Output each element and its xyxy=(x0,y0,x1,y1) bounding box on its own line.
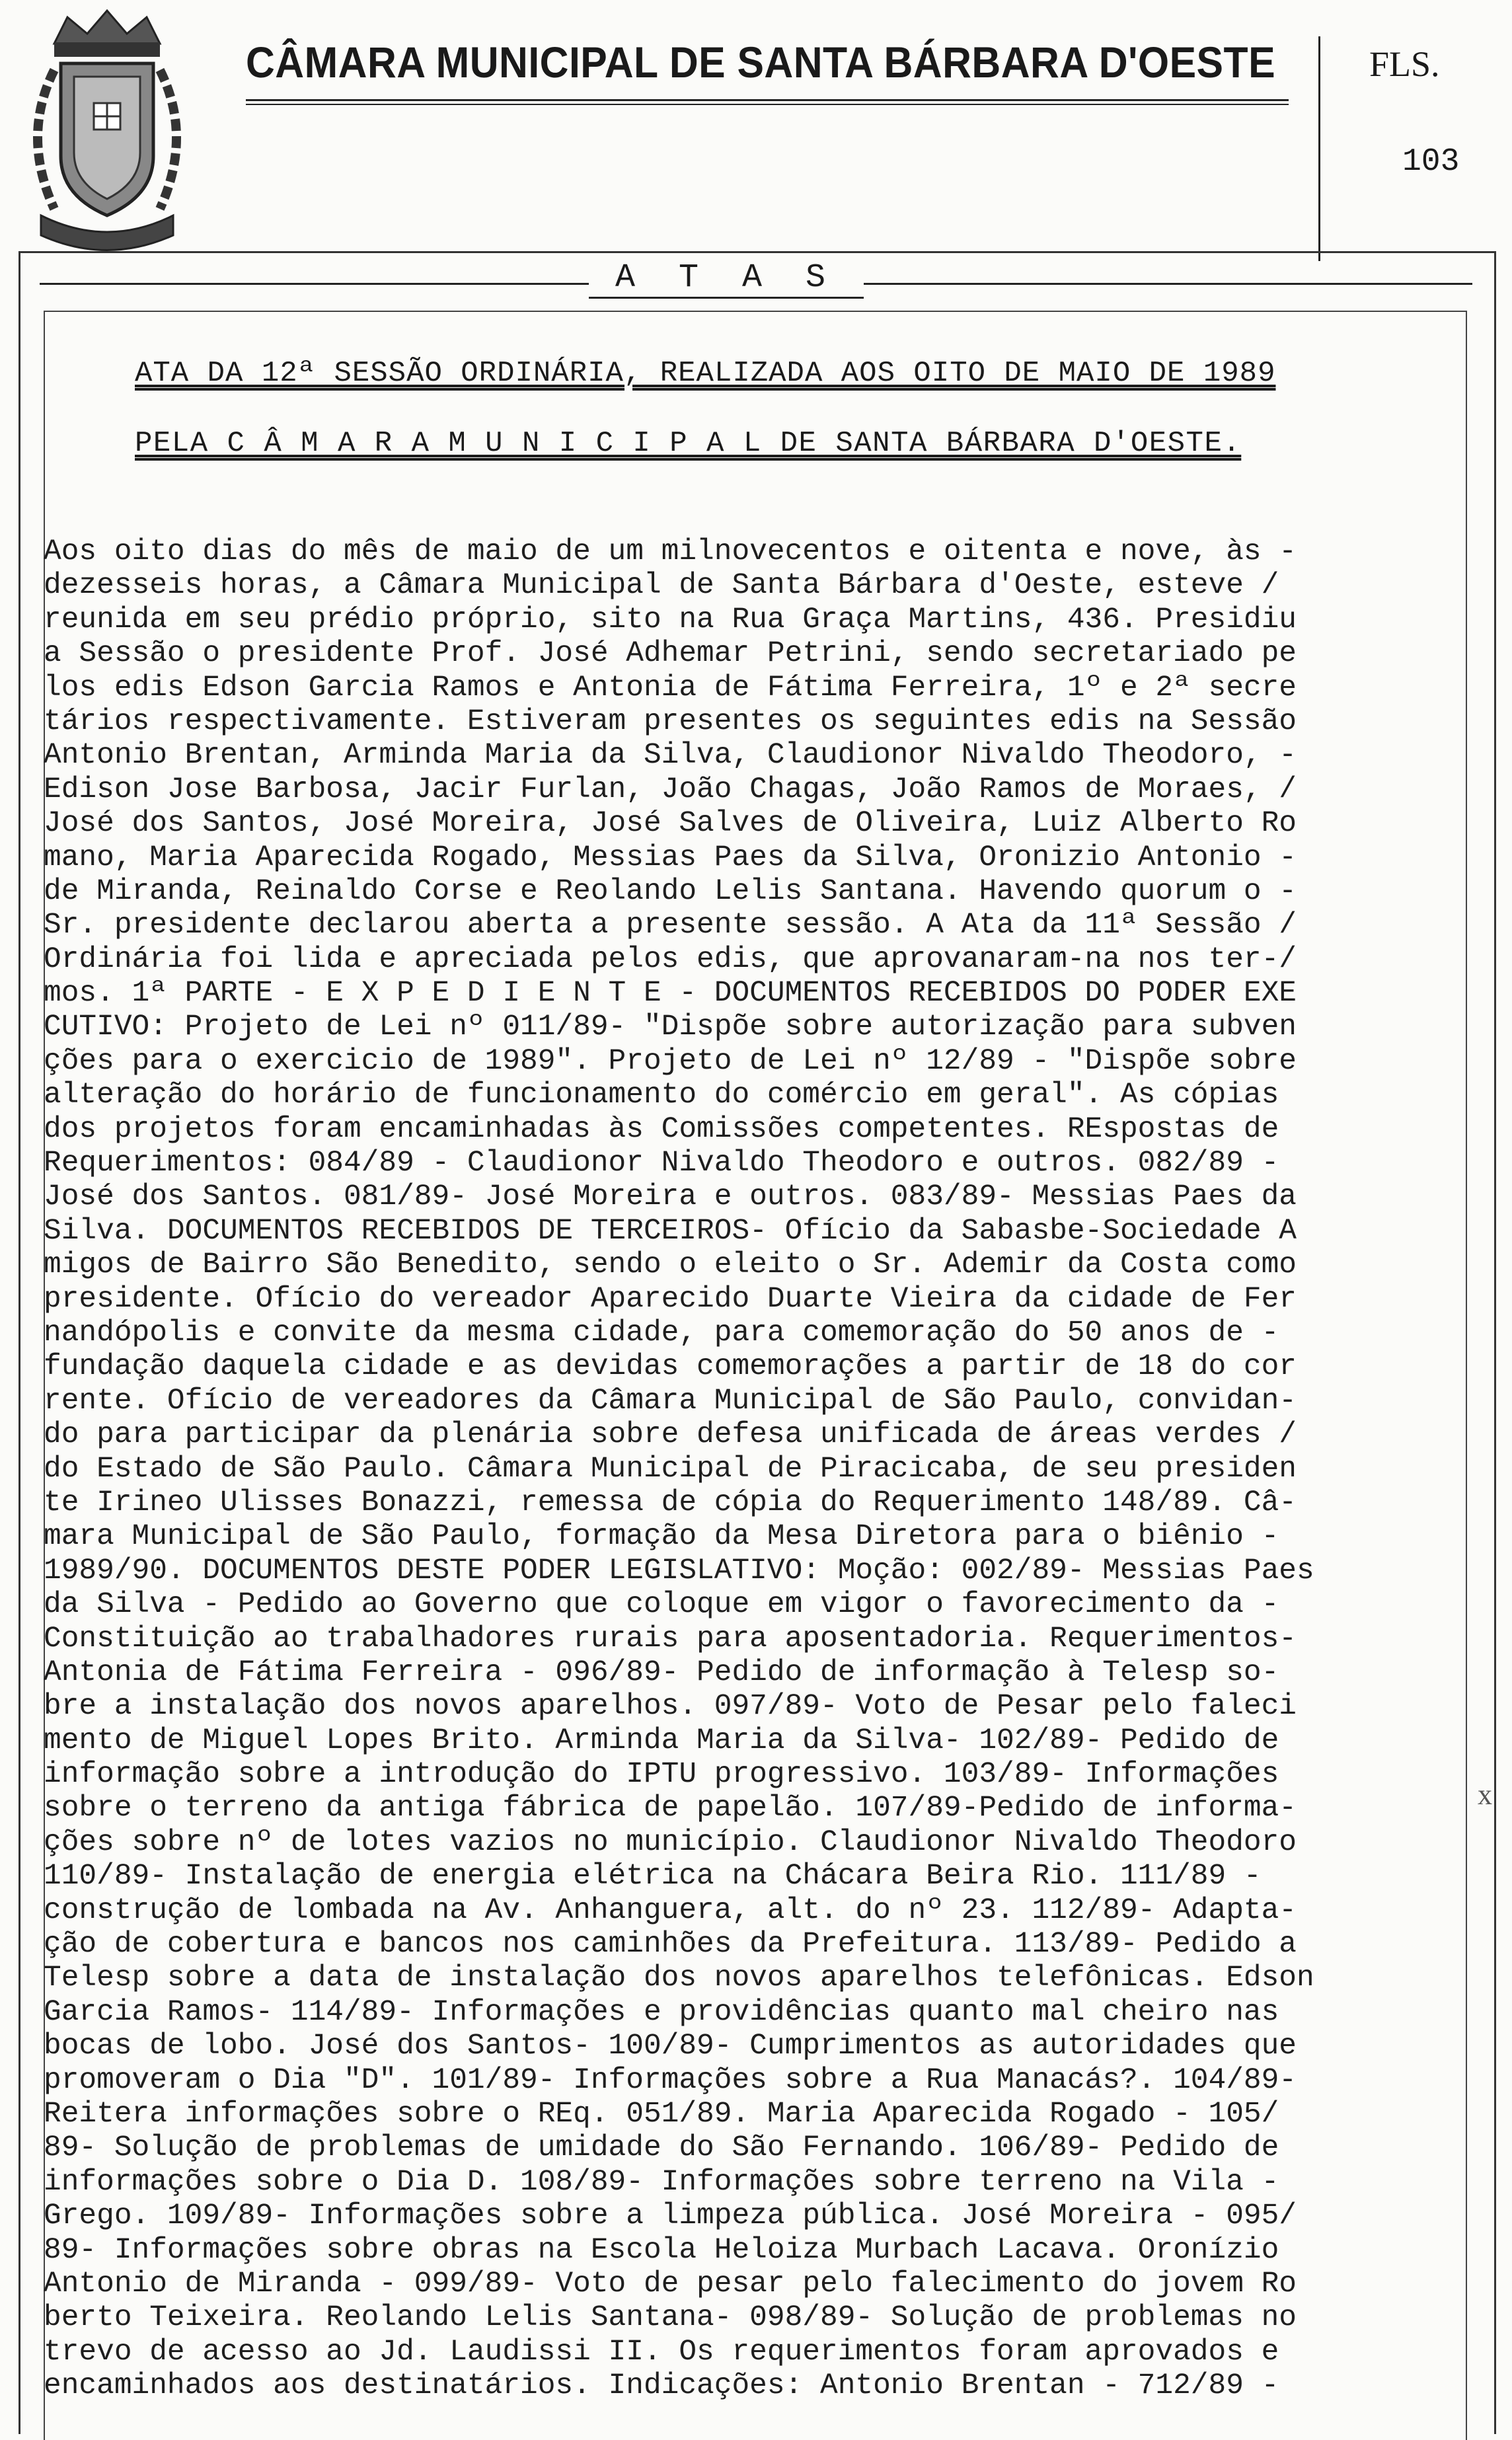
page-title: CÂMARA MUNICIPAL DE SANTA BÁRBARA D'OESTE xyxy=(246,38,1276,87)
body-line: migos de Bairro São Benedito, sendo o eleito o Sr. Ademir da Costa como xyxy=(44,1248,1297,1282)
minutes-heading-line-1: ATA DA 12ª SESSÃO ORDINÁRIA, REALIZADA AOS OITO DE MAIO DE 1989 xyxy=(135,357,1276,390)
body-line: te Irineo Ulisses Bonazzi, remessa de cópia do Requerimento 148/89. Câ- xyxy=(44,1486,1297,1519)
body-line: 110/89- Instalação de energia elétrica na Chácara Beira Rio. 111/89 - xyxy=(44,1860,1262,1893)
body-line: Reitera informações sobre o REq. 051/89. Maria Aparecida Rogado - 105/ xyxy=(44,2097,1279,2131)
body-line: 89- Informações sobre obras na Escola Heloiza Murbach Lacava. Oronízio xyxy=(44,2233,1279,2267)
body-line: construção de lombada na Av. Anhanguera, alt. do nº 23. 112/89- Adapta- xyxy=(44,1893,1297,1927)
body-line: Silva. DOCUMENTOS RECEBIDOS DE TERCEIROS- Ofício da Sabasbe-Sociedade A xyxy=(44,1214,1297,1248)
body-line: Ordinária foi lida e apreciada pelos edis, que aprovanaram-na nos ter-/ xyxy=(44,942,1297,976)
body-line: do Estado de São Paulo. Câmara Municipal de Piracicaba, de seu presiden xyxy=(44,1452,1297,1486)
body-line: bre a instalação dos novos aparelhos. 097/89- Voto de Pesar pelo faleci xyxy=(44,1690,1297,1724)
body-line: José dos Santos, José Moreira, José Salves de Oliveira, Luiz Alberto Ro xyxy=(44,807,1297,841)
body-line: informações sobre o Dia D. 108/89- Informações sobre terreno na Vila - xyxy=(44,2165,1279,2199)
vertical-divider xyxy=(1318,36,1320,261)
body-line: ções sobre nº de lotes vazios no município. Claudionor Nivaldo Theodoro xyxy=(44,1825,1297,1859)
body-line: rente. Ofício de vereadores da Câmara Municipal de São Paulo, convidan- xyxy=(44,1384,1297,1418)
body-line: mento de Miguel Lopes Brito. Arminda Maria da Silva- 102/89- Pedido de xyxy=(44,1724,1279,1757)
body-line: 89- Solução de problemas de umidade do São Fernando. 106/89- Pedido de xyxy=(44,2131,1279,2165)
body-line: tários respectivamente. Estiveram presentes os seguintes edis na Sessão xyxy=(44,705,1297,738)
body-line: Constituição ao trabalhadores rurais para aposentadoria. Requerimentos- xyxy=(44,1622,1297,1656)
body-line: Edison Jose Barbosa, Jacir Furlan, João Chagas, João Ramos de Moraes, / xyxy=(44,773,1297,806)
body-line: dezesseis horas, a Câmara Municipal de Santa Bárbara d'Oeste, esteve / xyxy=(44,569,1279,603)
body-line: Requerimentos: 084/89 - Claudionor Nivaldo Theodoro e outros. 082/89 - xyxy=(44,1147,1279,1180)
body-line: Antonio de Miranda - 099/89- Voto de pesar pelo falecimento do jovem Ro xyxy=(44,2267,1297,2301)
body-line: da Silva - Pedido ao Governo que coloque em vigor o favorecimento da - xyxy=(44,1588,1279,1622)
body-line: berto Teixeira. Reolando Lelis Santana- 098/89- Solução de problemas no xyxy=(44,2301,1297,2335)
municipal-seal-icon xyxy=(15,4,200,255)
body-line: José dos Santos. 081/89- José Moreira e outros. 083/89- Messias Paes da xyxy=(44,1180,1297,1214)
body-line: trevo de acesso ao Jd. Laudissi II. Os requerimentos foram aprovados e xyxy=(44,2335,1279,2369)
body-line: informação sobre a introdução do IPTU progressivo. 103/89- Informações xyxy=(44,1758,1279,1792)
body-line: promoveram o Dia "D". 101/89- Informações sobre a Rua Manacás?. 104/89- xyxy=(44,2063,1297,2097)
page-number: 103 xyxy=(1402,144,1460,180)
body-line: de Miranda, Reinaldo Corse e Reolando Lelis Santana. Havendo quorum o - xyxy=(44,874,1297,908)
body-line: reunida em seu prédio próprio, sito na Rua Graça Martins, 436. Presidiu xyxy=(44,603,1297,636)
body-line: alteração do horário de funcionamento do comércio em geral". As cópias xyxy=(44,1079,1279,1112)
body-line: fundação daquela cidade e as devidas comemorações a partir de 18 do cor xyxy=(44,1350,1297,1384)
body-line: ção de cobertura e bancos nos caminhões da Prefeitura. 113/89- Pedido a xyxy=(44,1928,1297,1962)
body-line: Antonia de Fátima Ferreira - 096/89- Pedido de informação à Telesp so- xyxy=(44,1656,1279,1689)
body-line: Garcia Ramos- 114/89- Informações e providências quanto mal cheiro nas xyxy=(44,1995,1279,2029)
body-line: mos. 1ª PARTE - E X P E D I E N T E - DOCUMENTOS RECEBIDOS DO PODER EXE xyxy=(44,977,1297,1010)
minutes-heading-line-2: PELA C Â M A R A M U N I C I P A L DE SANTA BÁRBARA D'OESTE. xyxy=(135,427,1242,460)
body-line: Telesp sobre a data de instalação dos novos aparelhos telefônicas. Edson xyxy=(44,1962,1314,1995)
body-line: los edis Edson Garcia Ramos e Antonia de Fátima Ferreira, 1º e 2ª secre xyxy=(44,671,1297,705)
body-line: dos projetos foram encaminhadas às Comissões competentes. REspostas de xyxy=(44,1112,1279,1146)
section-label-wrapper xyxy=(0,259,1512,299)
body-line: mara Municipal de São Paulo, formação da Mesa Diretora para o biênio - xyxy=(44,1520,1279,1554)
body-line: Sr. presidente declarou aberta a presente sessão. A Ata da 11ª Sessão / xyxy=(44,909,1297,942)
fls-label: FLS. xyxy=(1369,44,1440,84)
margin-mark: x xyxy=(1478,1778,1492,1811)
body-line: CUTIVO: Projeto de Lei nº 011/89- "Dispõe sobre autorização para subven xyxy=(44,1010,1297,1044)
minutes-body xyxy=(44,535,1478,2403)
body-line: mano, Maria Aparecida Rogado, Messias Paes da Silva, Oronizio Antonio - xyxy=(44,841,1297,874)
body-line: Grego. 109/89- Informações sobre a limpeza pública. José Moreira - 095/ xyxy=(44,2199,1297,2233)
body-line: ções para o exercicio de 1989". Projeto de Lei nº 12/89 - "Dispõe sobre xyxy=(44,1044,1297,1078)
body-line: a Sessão o presidente Prof. José Adhemar Petrini, sendo secretariado pe xyxy=(44,637,1297,671)
header-divider xyxy=(246,99,1289,105)
section-label: A T A S xyxy=(589,259,864,299)
body-line: encaminhados aos destinatários. Indicações: Antonio Brentan - 712/89 - xyxy=(44,2369,1279,2403)
body-line: Antonio Brentan, Arminda Maria da Silva, Claudionor Nivaldo Theodoro, - xyxy=(44,739,1297,773)
body-line: 1989/90. DOCUMENTOS DESTE PODER LEGISLATIVO: Moção: 002/89- Messias Paes xyxy=(44,1554,1314,1587)
body-line: bocas de lobo. José dos Santos- 100/89- Cumprimentos as autoridades que xyxy=(44,2030,1297,2063)
body-line: do para participar da plenária sobre defesa unificada de áreas verdes / xyxy=(44,1418,1297,1452)
body-line: presidente. Ofício do vereador Aparecido Duarte Vieira da cidade de Fer xyxy=(44,1282,1297,1316)
body-line: Aos oito dias do mês de maio de um milnovecentos e oitenta e nove, às - xyxy=(44,535,1297,568)
body-line: sobre o terreno da antiga fábrica de papelão. 107/89-Pedido de informa- xyxy=(44,1792,1297,1825)
body-line: nandópolis e convite da mesma cidade, para comemoração do 50 anos de - xyxy=(44,1316,1279,1350)
